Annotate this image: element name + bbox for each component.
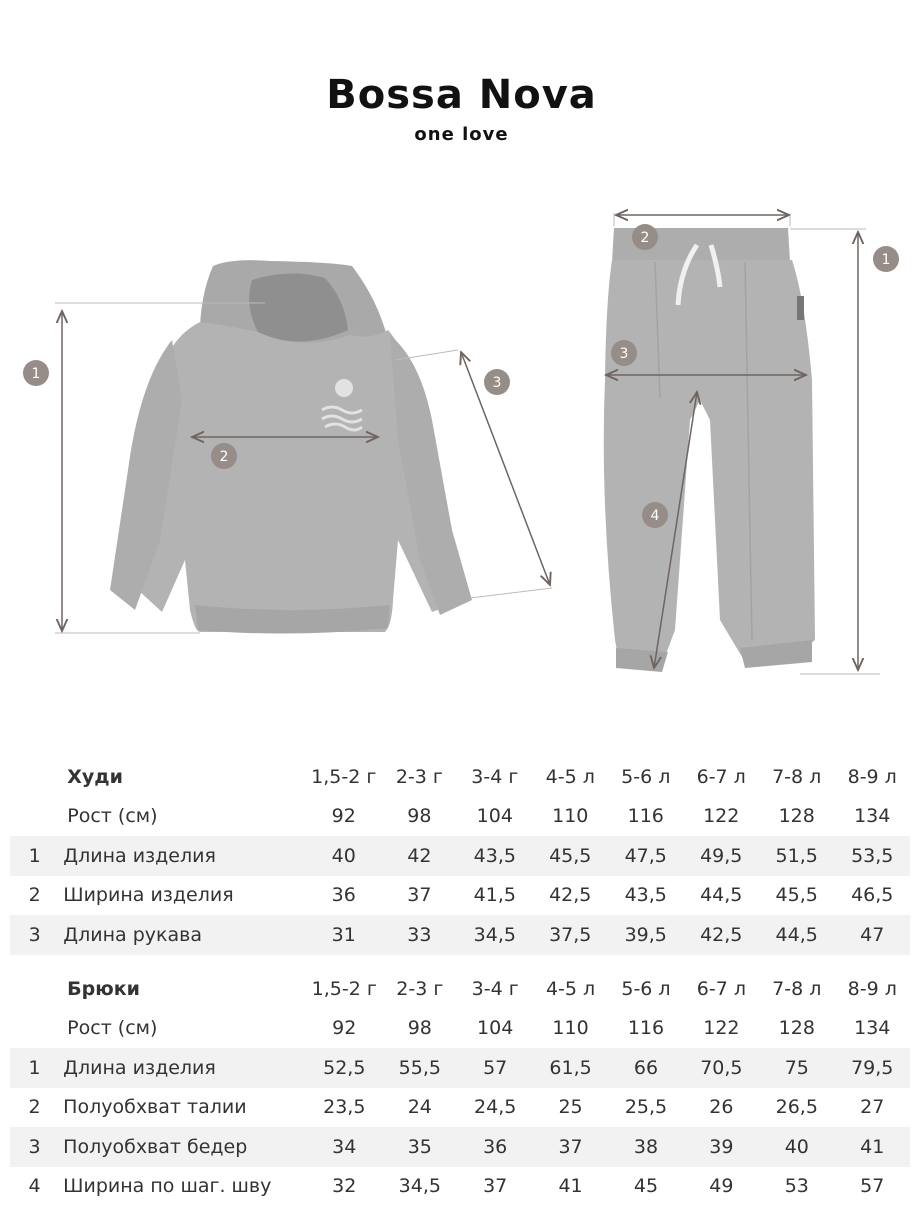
table-cell: 36: [331, 884, 356, 907]
table-cell: 34,5: [457, 915, 532, 955]
row-number: 3: [10, 915, 59, 955]
hoodie-table-title: Худи: [67, 765, 123, 788]
size-header: 3-4 г: [471, 765, 519, 788]
row-number: 4: [28, 1175, 41, 1198]
table-cell: 122: [703, 805, 740, 828]
pants-marker-4-label: 4: [650, 508, 660, 524]
brand-tagline: one love: [414, 124, 509, 145]
size-header: 2-3 г: [396, 977, 444, 1000]
row-number: 2: [28, 1096, 41, 1119]
table-cell: 39,5: [608, 915, 683, 955]
hoodie-illustration: [110, 260, 472, 633]
size-header: 3-4 г: [471, 977, 519, 1000]
table-cell: 92: [332, 1017, 357, 1040]
pants-header-row: [10, 969, 910, 1009]
table-cell: 43,5: [457, 836, 532, 876]
size-header: 6-7 л: [696, 977, 746, 1000]
hoodie-height-row: [10, 797, 910, 837]
table-cell: 46,5: [851, 884, 894, 907]
table-row: [10, 915, 910, 955]
table-cell: 25: [558, 1096, 583, 1119]
table-cell: 70,5: [684, 1048, 759, 1088]
hoodie-marker-2-label: 2: [219, 449, 229, 465]
table-cell: 104: [476, 805, 513, 828]
row-label: Ширина изделия: [63, 884, 234, 907]
table-cell: 45,5: [533, 836, 608, 876]
table-cell: 110: [552, 805, 589, 828]
hoodie-marker-3-label: 3: [492, 375, 502, 391]
table-cell: 128: [778, 805, 815, 828]
size-header: 7-8 л: [772, 977, 822, 1000]
table-cell: 24: [407, 1096, 432, 1119]
pants-height-row: [10, 1009, 910, 1049]
pants-table-title: Брюки: [67, 977, 140, 1000]
size-header: 5-6 л: [621, 765, 671, 788]
row-label: Ширина по шаг. шву: [63, 1175, 272, 1198]
table-cell: 92: [331, 805, 356, 828]
size-header: 1,5-2 г: [311, 977, 377, 1000]
table-cell: 66: [608, 1048, 683, 1088]
table-cell: 79,5: [834, 1048, 910, 1088]
row-number: 3: [10, 1127, 59, 1167]
size-header: 4-5 л: [545, 765, 595, 788]
size-header: 8-9 л: [847, 977, 897, 1000]
size-header: 1,5-2 г: [311, 765, 377, 788]
table-cell: 32: [332, 1175, 357, 1198]
table-cell: 122: [703, 1017, 740, 1040]
height-label: Рост (см): [67, 805, 158, 828]
size-header: 4-5 л: [545, 977, 596, 1000]
table-cell: 45,5: [775, 884, 818, 907]
table-cell: 31: [306, 915, 382, 955]
hoodie-marker-1-label: 1: [31, 366, 41, 382]
hoodie-header-row: [10, 757, 910, 797]
table-cell: 57: [458, 1048, 533, 1088]
table-cell: 75: [759, 1048, 834, 1088]
table-cell: 35: [382, 1127, 457, 1167]
table-cell: 40: [759, 1127, 834, 1167]
table-cell: 25,5: [624, 1096, 668, 1119]
table-cell: 51,5: [759, 836, 834, 876]
table-row: [10, 876, 910, 916]
hoodie-size-table: [10, 757, 910, 955]
table-cell: 52,5: [306, 1048, 382, 1088]
table-cell: 116: [627, 1017, 665, 1040]
row-label: Полуобхват талии: [63, 1096, 247, 1119]
table-cell: 55,5: [382, 1048, 457, 1088]
table-cell: 41: [558, 1175, 583, 1198]
table-cell: 37,5: [533, 915, 608, 955]
table-cell: 37: [407, 884, 432, 907]
table-cell: 57: [860, 1175, 885, 1198]
row-number: 1: [10, 1048, 59, 1088]
table-cell: 23,5: [323, 1096, 366, 1119]
table-cell: 41: [834, 1127, 910, 1167]
table-cell: 27: [860, 1096, 885, 1119]
size-header: 8-9 л: [847, 765, 897, 788]
pants-size-table: [10, 969, 910, 1206]
table-row: [10, 1127, 910, 1167]
size-header: 2-3 г: [395, 765, 443, 788]
row-label: Длина изделия: [59, 836, 306, 876]
table-cell: 43,5: [624, 884, 667, 907]
table-cell: 110: [552, 1017, 589, 1040]
size-header: 7-8 л: [772, 765, 822, 788]
pants-marker-1-label: 1: [881, 252, 891, 268]
table-cell: 44,5: [759, 915, 834, 955]
row-number: 2: [28, 884, 41, 907]
table-cell: 41,5: [473, 884, 516, 907]
table-cell: 47,5: [608, 836, 683, 876]
table-cell: 26,5: [775, 1096, 818, 1119]
pants-marker-2-label: 2: [640, 230, 650, 246]
size-header: 6-7 л: [696, 765, 746, 788]
table-cell: 40: [306, 836, 382, 876]
size-header: 5-6 л: [621, 977, 671, 1000]
table-cell: 33: [382, 915, 457, 955]
row-number: 1: [10, 836, 59, 876]
table-cell: 49,5: [683, 836, 758, 876]
row-label: Длина рукава: [59, 915, 306, 955]
table-cell: 24,5: [474, 1096, 517, 1119]
table-cell: 26: [709, 1096, 734, 1119]
table-row: [10, 1167, 910, 1207]
table-cell: 37: [533, 1127, 608, 1167]
table-cell: 37: [483, 1175, 508, 1198]
row-label: Длина изделия: [59, 1048, 306, 1088]
table-cell: 98: [407, 1017, 432, 1040]
pants-illustration: [604, 228, 815, 672]
table-cell: 36: [458, 1127, 533, 1167]
table-cell: 42: [382, 836, 457, 876]
table-row: [10, 1088, 910, 1128]
pants-marker-3-label: 3: [619, 346, 629, 362]
row-label: Полуобхват бедер: [59, 1127, 306, 1167]
height-label: Рост (см): [67, 1017, 158, 1040]
table-cell: 104: [477, 1017, 514, 1040]
table-cell: 42,5: [549, 884, 592, 907]
brand-logo: Bossa Nova: [326, 72, 597, 118]
table-cell: 47: [834, 915, 910, 955]
table-cell: 45: [633, 1175, 659, 1198]
table-cell: 116: [627, 805, 664, 828]
table-cell: 44,5: [700, 884, 743, 907]
table-cell: 53,5: [834, 836, 910, 876]
table-cell: 134: [854, 1017, 891, 1040]
table-cell: 34,5: [398, 1175, 441, 1198]
table-row: [10, 1048, 910, 1088]
table-cell: 38: [608, 1127, 683, 1167]
table-cell: 98: [407, 805, 432, 828]
table-cell: 39: [684, 1127, 759, 1167]
table-cell: 61,5: [533, 1048, 608, 1088]
table-cell: 34: [306, 1127, 382, 1167]
table-cell: 42,5: [683, 915, 758, 955]
table-row: [10, 836, 910, 876]
table-cell: 49: [709, 1175, 734, 1198]
table-cell: 128: [778, 1017, 815, 1040]
table-cell: 134: [854, 805, 891, 828]
table-cell: 53: [784, 1175, 809, 1198]
